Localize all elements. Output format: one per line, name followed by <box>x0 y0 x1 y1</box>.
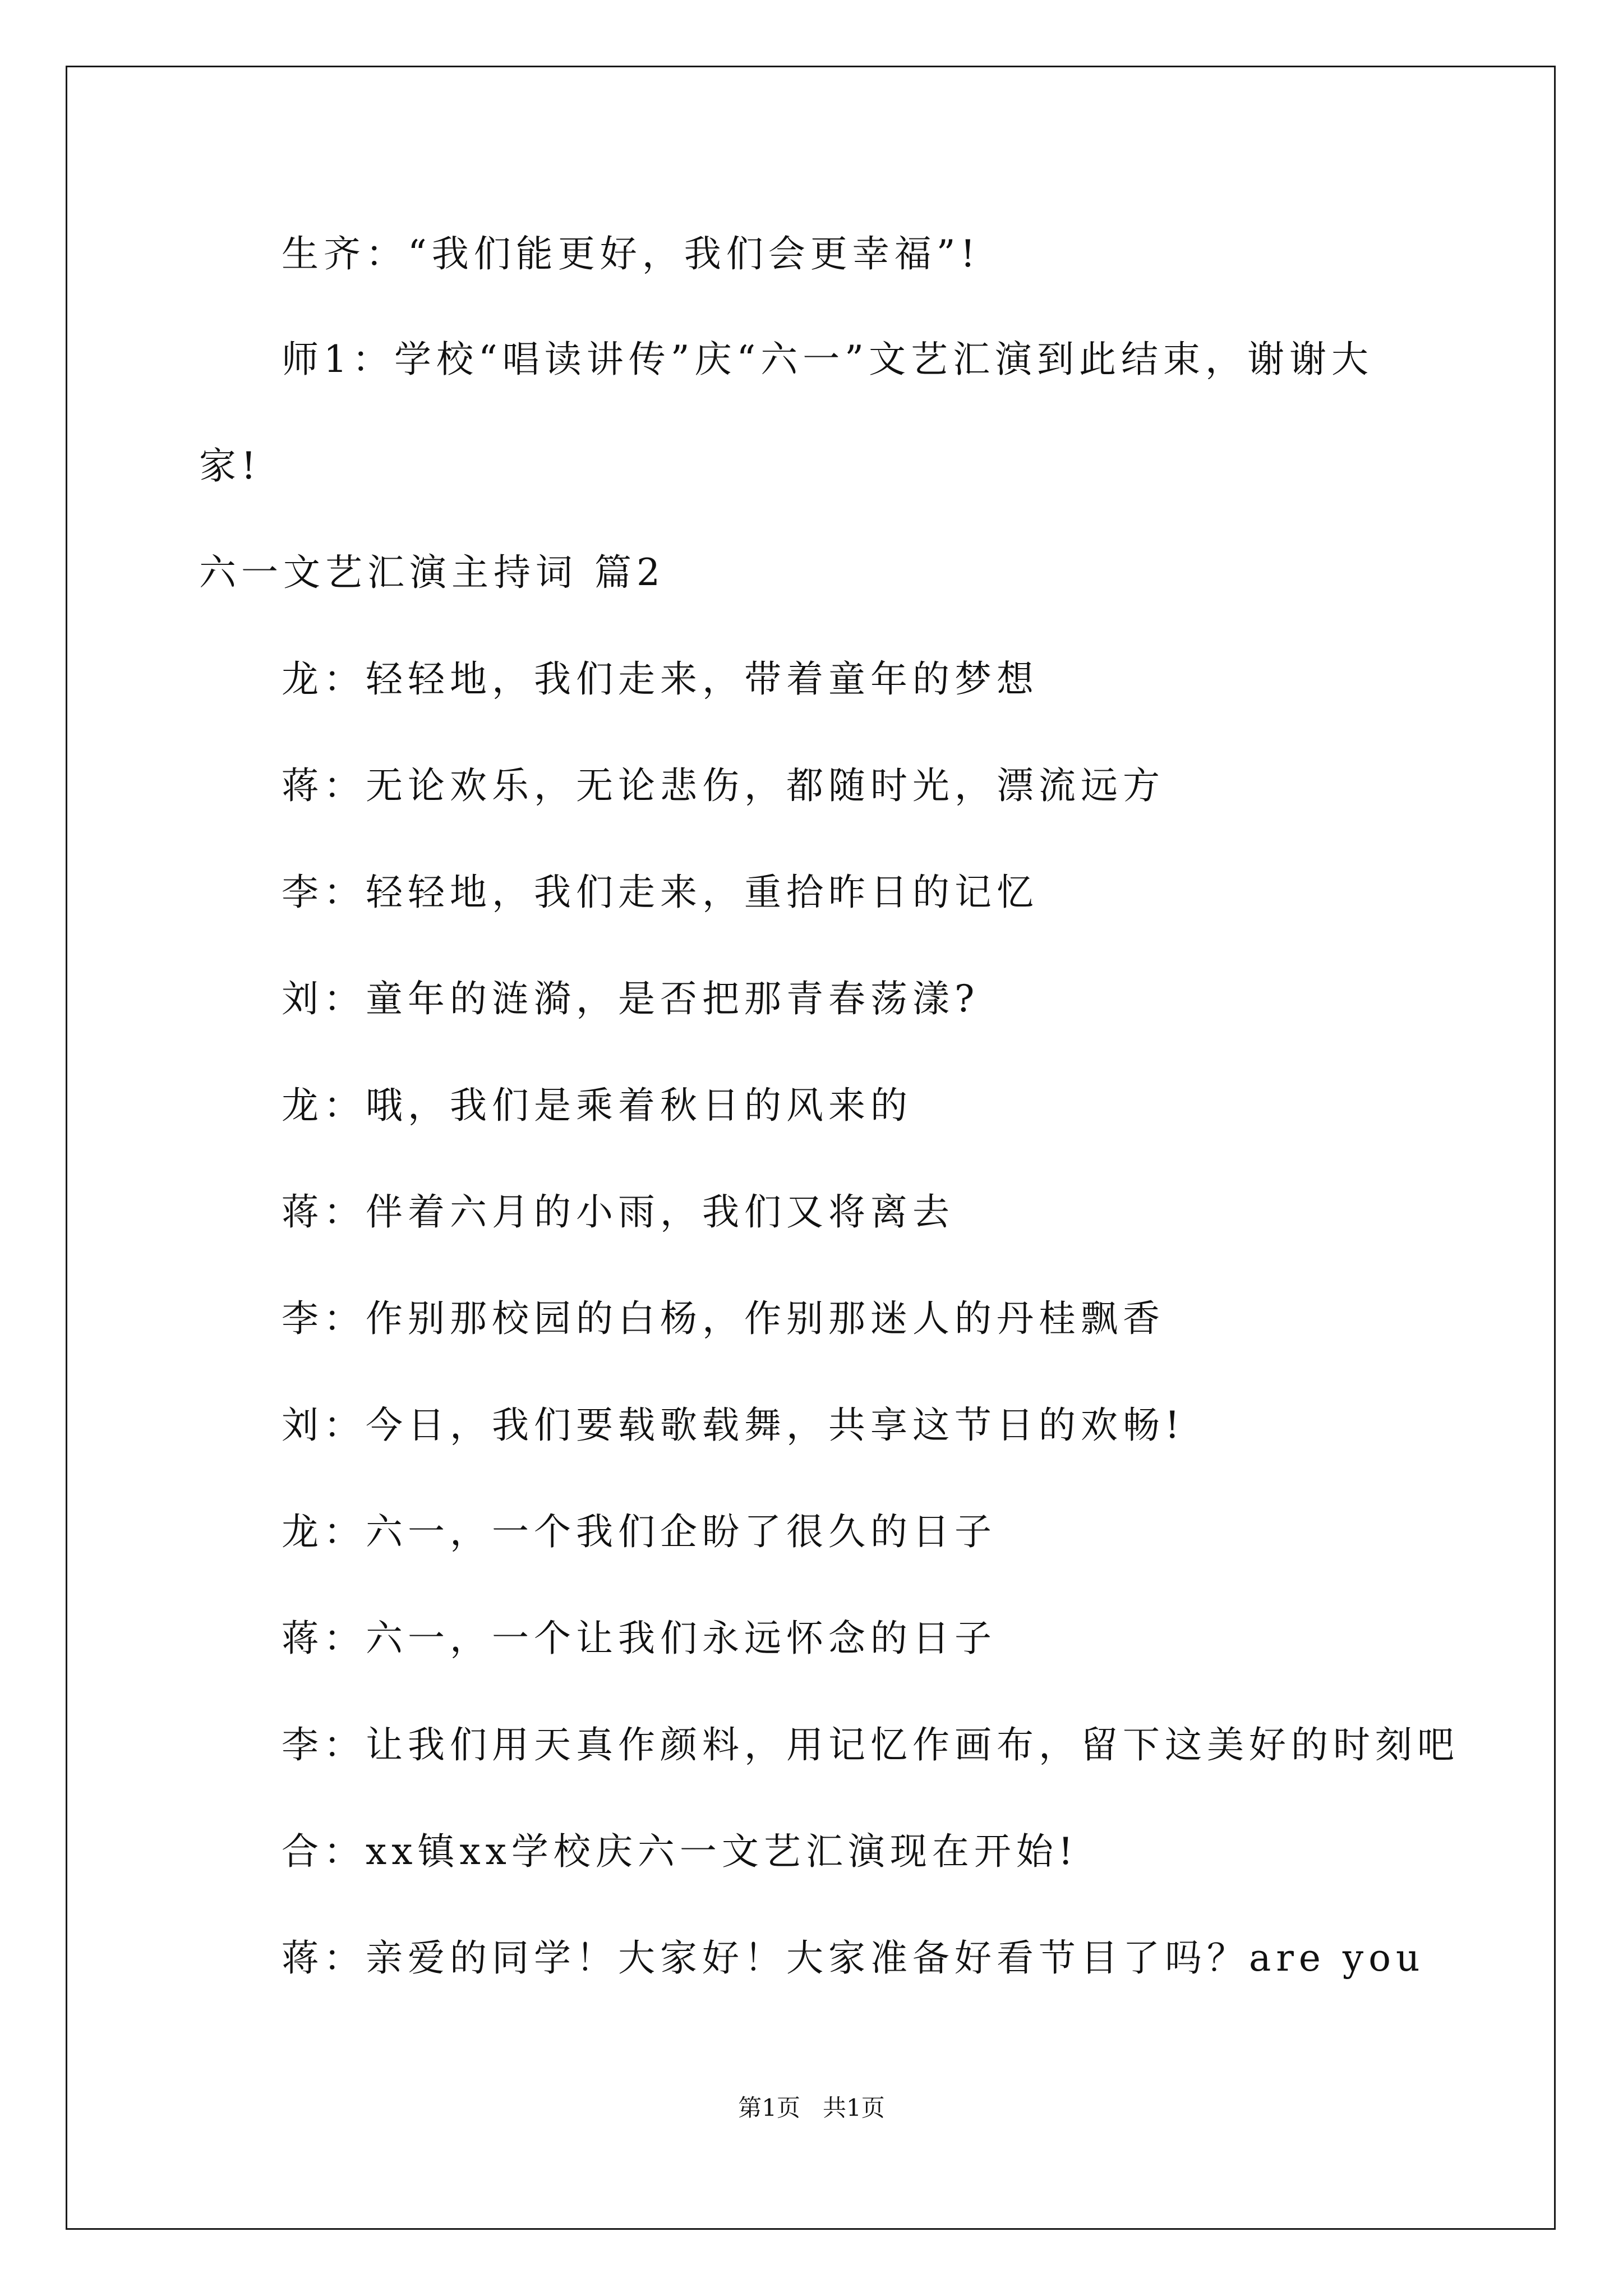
text-line: 刘：童年的涟漪，是否把那青春荡漾? <box>282 977 980 1020</box>
text-line: 李：作别那校园的白杨，作别那迷人的丹桂飘香 <box>282 1297 1165 1340</box>
text-line: 蒋：无论欢乐，无论悲伤，都随时光，漂流远方 <box>282 764 1165 807</box>
text-line: 龙：哦，我们是乘着秋日的风来的 <box>282 1084 912 1127</box>
text-line: 李：让我们用天真作颜料，用记忆作画布，留下这美好的时刻吧 <box>282 1723 1459 1766</box>
page-border <box>66 66 1556 2230</box>
text-line: 合：xx镇xx学校庆六一文艺汇演现在开始! <box>282 1830 1078 1873</box>
section-heading: 六一文艺汇演主持词 篇2 <box>199 551 665 594</box>
text-line: 刘：今日，我们要载歌载舞，共享这节日的欢畅! <box>282 1404 1185 1447</box>
text-line: 龙：轻轻地，我们走来，带着童年的梦想 <box>282 657 1039 701</box>
text-line: 师1：学校“唱读讲传”庆“六一”文艺汇演到此结束，谢谢大 <box>282 338 1373 381</box>
text-line: 蒋：六一，一个让我们永远怀念的日子 <box>282 1617 997 1660</box>
text-line: 李：轻轻地，我们走来，重拾昨日的记忆 <box>282 871 1039 914</box>
text-line: 生齐：“我们能更好，我们会更幸福”! <box>282 232 981 275</box>
text-line: 龙：六一，一个我们企盼了很久的日子 <box>282 1510 997 1553</box>
text-line: 家! <box>199 444 261 487</box>
page-footer: 第1页 共1页 <box>738 2094 885 2122</box>
text-line: 蒋：亲爱的同学！大家好！大家准备好看节目了吗？are you <box>282 1936 1425 1980</box>
text-line: 蒋：伴着六月的小雨，我们又将离去 <box>282 1190 955 1234</box>
